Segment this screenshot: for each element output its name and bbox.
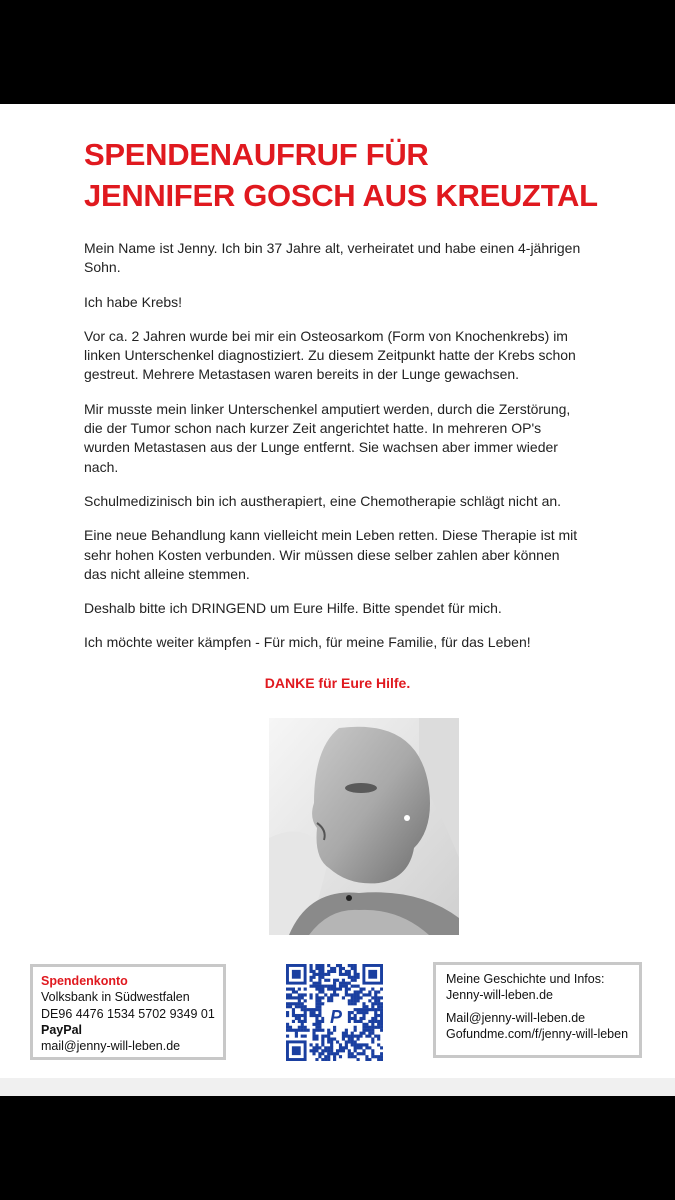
paragraph-fight: Ich möchte weiter kämpfen - Für mich, für meine Familie, für das Leben! (84, 634, 531, 651)
paragraph-intro: Mein Name ist Jenny. Ich bin 37 Jahre alt, verheiratet und habe einen 4-jährigen Sohn. (84, 240, 581, 276)
paypal-qr-code (286, 964, 383, 1061)
page-bottom-edge (0, 1078, 675, 1096)
gofundme-link[interactable]: Gofundme.com/f/jenny-will-leben (446, 1026, 629, 1041)
paypal-label: PayPal (41, 1022, 83, 1037)
paypal-email: mail@jenny-will-leben.de (41, 1039, 181, 1054)
website-link[interactable]: Jenny-will-leben.de (446, 988, 554, 1003)
portrait-photo (269, 718, 459, 935)
page-title (84, 134, 598, 216)
title-line-1: SPENDENAUFRUF FÜR (84, 137, 429, 172)
contact-email[interactable]: Mail@jenny-will-leben.de (446, 1010, 586, 1025)
paragraph-new-treatment: Eine neue Behandlung kann vielleicht mein Leben retten. Diese Therapie ist mit sehr hohen Kosten verbunden. Wir müssen diese selber zahlen aber können das nicht alleine stemmen. (84, 527, 578, 582)
paragraph-diagnosis: Vor ca. 2 Jahren wurde bei mir ein Osteosarkom (Form von Knochenkrebs) im linken Unterschenkel diagnostiziert. Zu diesem Zeitpunkt hatte der Krebs schon gestreut. Mehrere Metastasen waren bereits in der Lunge gewachsen. (84, 327, 576, 383)
info-box (433, 962, 642, 1058)
appeal-text (84, 239, 584, 668)
info-heading: Meine Geschichte und Infos: (446, 972, 605, 986)
paypal-logo-icon: P (329, 1006, 342, 1027)
paragraph-therapy-status: Schulmedizinisch bin ich austherapiert, eine Chemotherapie schlägt nicht an. (84, 492, 562, 509)
iban: DE96 4476 1534 5702 9349 01 (41, 1006, 215, 1021)
thanks-line: DANKE für Eure Hilfe. (264, 675, 411, 691)
paragraph-plea: Deshalb bitte ich DRINGEND um Eure Hilfe. Bitte spendet für mich. (84, 600, 502, 617)
paragraph-amputation: Mir musste mein linker Unterschenkel amputiert werden, durch die Zerstörung, die der Tumor schon nach kurzer Zeit angerichtet hatte. In mehreren OP's wurden Metastasen aus der Lunge entfernt. Sie wachsen aber immer wieder nach. (84, 400, 571, 475)
paragraph-cancer: Ich habe Krebs! (84, 293, 183, 310)
title-line-2: JENNIFER GOSCH AUS KREUZTAL (84, 178, 598, 213)
donation-account-box (30, 964, 226, 1060)
bank-name: Volksbank in Südwestfalen (41, 990, 190, 1005)
flyer-page (0, 104, 675, 1096)
donation-heading: Spendenkonto (41, 974, 128, 988)
